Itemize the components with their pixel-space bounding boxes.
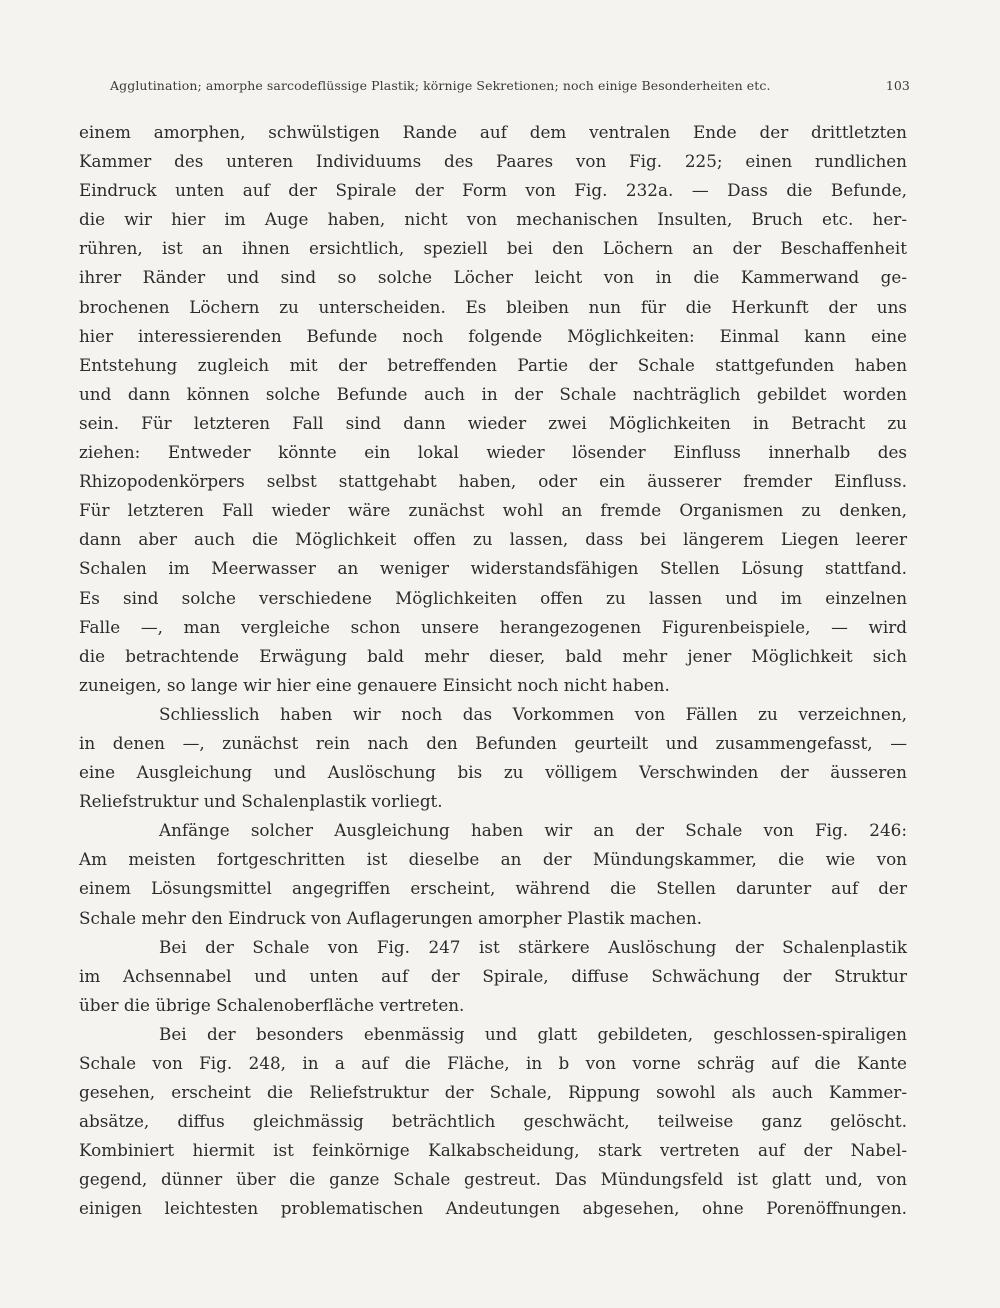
text-line: Schale von Fig. 248, in a auf die Fläche, in b von vorne schräg auf die Kante (79, 1053, 907, 1073)
text-line: einem Lösungsmittel angegriffen erscheint, während die Stellen darunter auf der (79, 878, 907, 899)
text-line: über die übrige Schalenoberfläche vertreten. (79, 994, 465, 1015)
text-line: brochenen Löchern zu unterscheiden. Es bleiben nun für die Herkunft der uns (79, 296, 907, 317)
text-line: sein. Für letzteren Fall sind dann wieder zwei Möglichkeiten in Betracht zu (79, 412, 907, 433)
text-line: Reliefstruktur und Schalenplastik vorliegt. (79, 791, 443, 812)
running-title: Agglutination; amorphe sarcodeflüssige Plastik; körnige Sekretionen; noch einige Besonderheiten etc. (110, 78, 771, 93)
text-line: Rhizopodenkörpers selbst stattgehabt haben, oder ein äusserer fremder Einfluss. (79, 471, 907, 492)
text-line: Schalen im Meerwasser an weniger widerstandsfähigen Stellen Lösung stattfand. (79, 558, 907, 579)
text-line: und dann können solche Befunde auch in der Schale nachträglich gebildet worden (79, 383, 907, 404)
text-line: im Achsennabel und unten auf der Spirale, diffuse Schwächung der Struktur (79, 965, 907, 986)
text-line: Am meisten fortgeschritten ist dieselbe an der Mündungskammer, die wie von (79, 849, 907, 870)
text-line: Für letzteren Fall wieder wäre zunächst wohl an fremde Organismen zu denken, (79, 500, 907, 521)
text-line: Eindruck unten auf der Spirale der Form von Fig. 232a. — Dass die Befunde, (79, 180, 907, 201)
text-line: Schliesslich haben wir noch das Vorkommen von Fällen zu verzeichnen, (159, 703, 907, 724)
text-line: ihrer Ränder und sind so solche Löcher leicht von in die Kammerwand ge- (79, 267, 907, 288)
text-line: einem amorphen, schwülstigen Rande auf dem ventralen Ende der drittletzten (79, 122, 907, 142)
text-line: einigen leichtesten problematischen Andeutungen abgesehen, ohne Porenöffnungen. (79, 1198, 907, 1219)
text-line: Es sind solche verschiedene Möglichkeiten offen zu lassen und im einzelnen (79, 587, 907, 608)
text-line: Schale mehr den Eindruck von Auflagerungen amorpher Plastik machen. (79, 907, 703, 928)
text-line: eine Ausgleichung und Auslöschung bis zu völligem Verschwinden der äusseren (79, 762, 907, 783)
text-line: hier interessierenden Befunde noch folgende Möglichkeiten: Einmal kann eine (79, 325, 907, 346)
text-line: Bei der Schale von Fig. 247 ist stärkere Auslöschung der Schalenplastik (159, 936, 907, 957)
text-line: die betrachtende Erwägung bald mehr dieser, bald mehr jener Möglichkeit sich (79, 645, 907, 666)
text-line: gegend, dünner über die ganze Schale gestreut. Das Mündungsfeld ist glatt und, von (79, 1169, 907, 1190)
text-line: Entstehung zugleich mit der betreffenden Partie der Schale stattgefunden haben (79, 354, 907, 375)
text-line: Bei der besonders ebenmässig und glatt gebildeten, geschlossen-spiraligen (159, 1023, 907, 1044)
page-number: 103 (885, 78, 910, 93)
text-line: in denen —, zunächst rein nach den Befunden geurteilt und zusammengefasst, — (79, 732, 907, 753)
text-line: die wir hier im Auge haben, nicht von mechanischen Insulten, Bruch etc. her- (79, 209, 907, 230)
text-line: Falle —, man vergleiche schon unsere herangezogenen Figurenbeispiele, — wird (79, 616, 907, 637)
text-line: Kombiniert hiermit ist feinkörnige Kalkabscheidung, stark vertreten auf der Nabel- (79, 1140, 907, 1161)
text-line: zuneigen, so lange wir hier eine genauere Einsicht noch nicht haben. (79, 674, 670, 695)
text-line: absätze, diffus gleichmässig beträchtlich geschwächt, teilweise ganz gelöscht. (79, 1111, 907, 1132)
text-line: gesehen, erscheint die Reliefstruktur der Schale, Rippung sowohl als auch Kammer- (79, 1082, 907, 1103)
text-line: rühren, ist an ihnen ersichtlich, speziell bei den Löchern an der Beschaffenheit (79, 238, 907, 259)
text-line: Kammer des unteren Individuums des Paares von Fig. 225; einen rundlichen (79, 151, 907, 172)
body-text (79, 118, 907, 1224)
text-line: Anfänge solcher Ausgleichung haben wir an der Schale von Fig. 246: (159, 820, 907, 841)
text-line: ziehen: Entweder könnte ein lokal wieder lösender Einfluss innerhalb des (79, 442, 907, 463)
running-head (110, 78, 910, 93)
text-line: dann aber auch die Möglichkeit offen zu lassen, dass bei längerem Liegen leerer (79, 529, 907, 550)
